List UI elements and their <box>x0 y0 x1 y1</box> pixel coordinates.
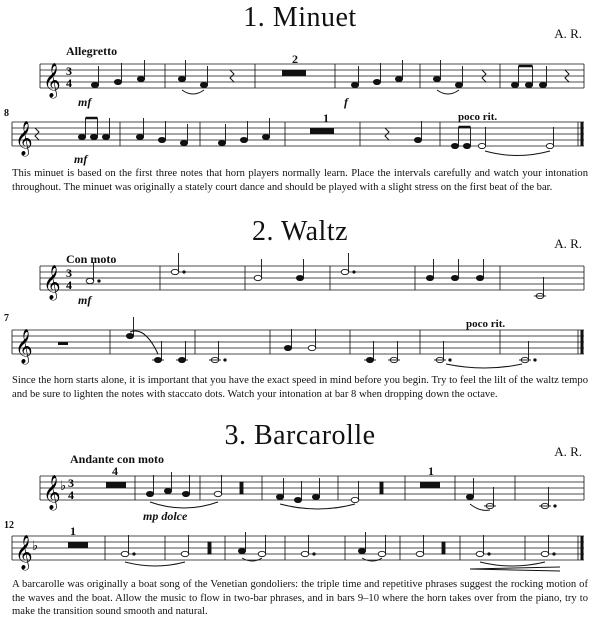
svg-text:3: 3 <box>66 64 72 78</box>
multi-measure-rest-icon <box>310 128 334 134</box>
quarter-rest-icon <box>208 542 211 554</box>
treble-clef-icon: 𝄞 <box>43 265 61 300</box>
multi-measure-rest-icon <box>68 542 88 548</box>
staff-minuet-2 <box>0 118 600 158</box>
dynamic-marking: mf <box>74 152 88 166</box>
tempo-marking: Andante con moto <box>70 452 165 466</box>
staff-minuet-1 <box>0 60 600 100</box>
bar-number: 8 <box>4 108 9 119</box>
svg-text:4: 4 <box>66 76 72 90</box>
treble-clef-icon: 𝄞 <box>43 63 61 98</box>
svg-text:4: 4 <box>68 488 74 502</box>
multi-measure-rest-icon <box>420 482 440 488</box>
multi-rest-count: 1 <box>70 524 76 538</box>
tempo-direction: poco rit. <box>466 318 506 330</box>
multi-measure-rest-icon <box>106 482 126 488</box>
multi-measure-rest-icon <box>282 70 306 76</box>
svg-text:3: 3 <box>66 266 72 280</box>
half-rest-icon <box>58 342 68 345</box>
bar-number: 12 <box>4 520 14 531</box>
multi-rest-count: 1 <box>323 111 329 125</box>
treble-clef-icon: 𝄞 <box>15 121 33 156</box>
bar-number: 7 <box>4 313 9 324</box>
dynamic-marking: mp dolce <box>143 509 188 523</box>
quarter-rest-icon <box>240 482 243 494</box>
piece-title-minuet: 1. Minuet <box>243 2 357 33</box>
piece-title-barcarolle: 3. Barcarolle <box>224 420 376 451</box>
staff-barcarolle-1 <box>0 472 600 512</box>
svg-text:3: 3 <box>68 476 74 490</box>
notes-waltz-1 <box>86 253 546 299</box>
tempo-marking: Allegretto <box>66 44 118 58</box>
composer-credit: A. R. <box>554 236 582 251</box>
dynamic-marking: f <box>344 95 348 109</box>
minuet-description: This minuet is based on the first three notes that horn players normally learn. Place the intervals carefully and watch your intonation throughout. The minuet was originally a stately court dance and should be played with a slight stress on the first beat of the bar. <box>12 168 588 193</box>
svg-text:4: 4 <box>66 278 72 292</box>
multi-rest-count: 4 <box>112 464 118 478</box>
quarter-rest-icon <box>380 482 383 494</box>
barcarolle-description: A barcarolle was originally a boat song of the Venetian gondoliers: the triple time and repetitive phrases suggest the rocking motion of the waves and the boat. Allow the music to flow in two-bar phrases, and in bars 9–10 where the horn takes over from the piano, try to make the transition sound smooth and natural. <box>12 579 588 617</box>
tempo-marking: Con moto <box>66 252 117 266</box>
dynamic-marking: mf <box>78 95 92 109</box>
dynamic-marking: mf <box>78 293 92 307</box>
multi-rest-count: 1 <box>428 464 434 478</box>
piece-title-waltz: 2. Waltz <box>251 216 349 247</box>
multi-rest-count: 2 <box>292 52 298 66</box>
quarter-rest-icon <box>442 542 445 554</box>
treble-clef-icon: 𝄞 <box>43 475 61 510</box>
notes-barcarolle-1 <box>146 472 556 509</box>
treble-clef-icon: 𝄞 <box>15 329 33 364</box>
flat-icon: ♭ <box>32 539 39 554</box>
composer-credit: A. R. <box>554 26 582 41</box>
staff-barcarolle-2 <box>0 532 600 572</box>
composer-credit: A. R. <box>554 444 582 459</box>
treble-clef-icon: 𝄞 <box>15 535 33 570</box>
staff-waltz-2 <box>0 326 600 366</box>
waltz-description: Since the horn starts alone, it is important that you have the exact speed in mind before you begin. Try to feel the lilt of the waltz tempo and be sure to lighten the notes with staccato dots. Watch your intonation at bar 8 when dropping down the octave. <box>12 375 588 400</box>
tempo-direction: poco rit. <box>458 111 498 123</box>
flat-icon: ♭ <box>60 479 67 494</box>
